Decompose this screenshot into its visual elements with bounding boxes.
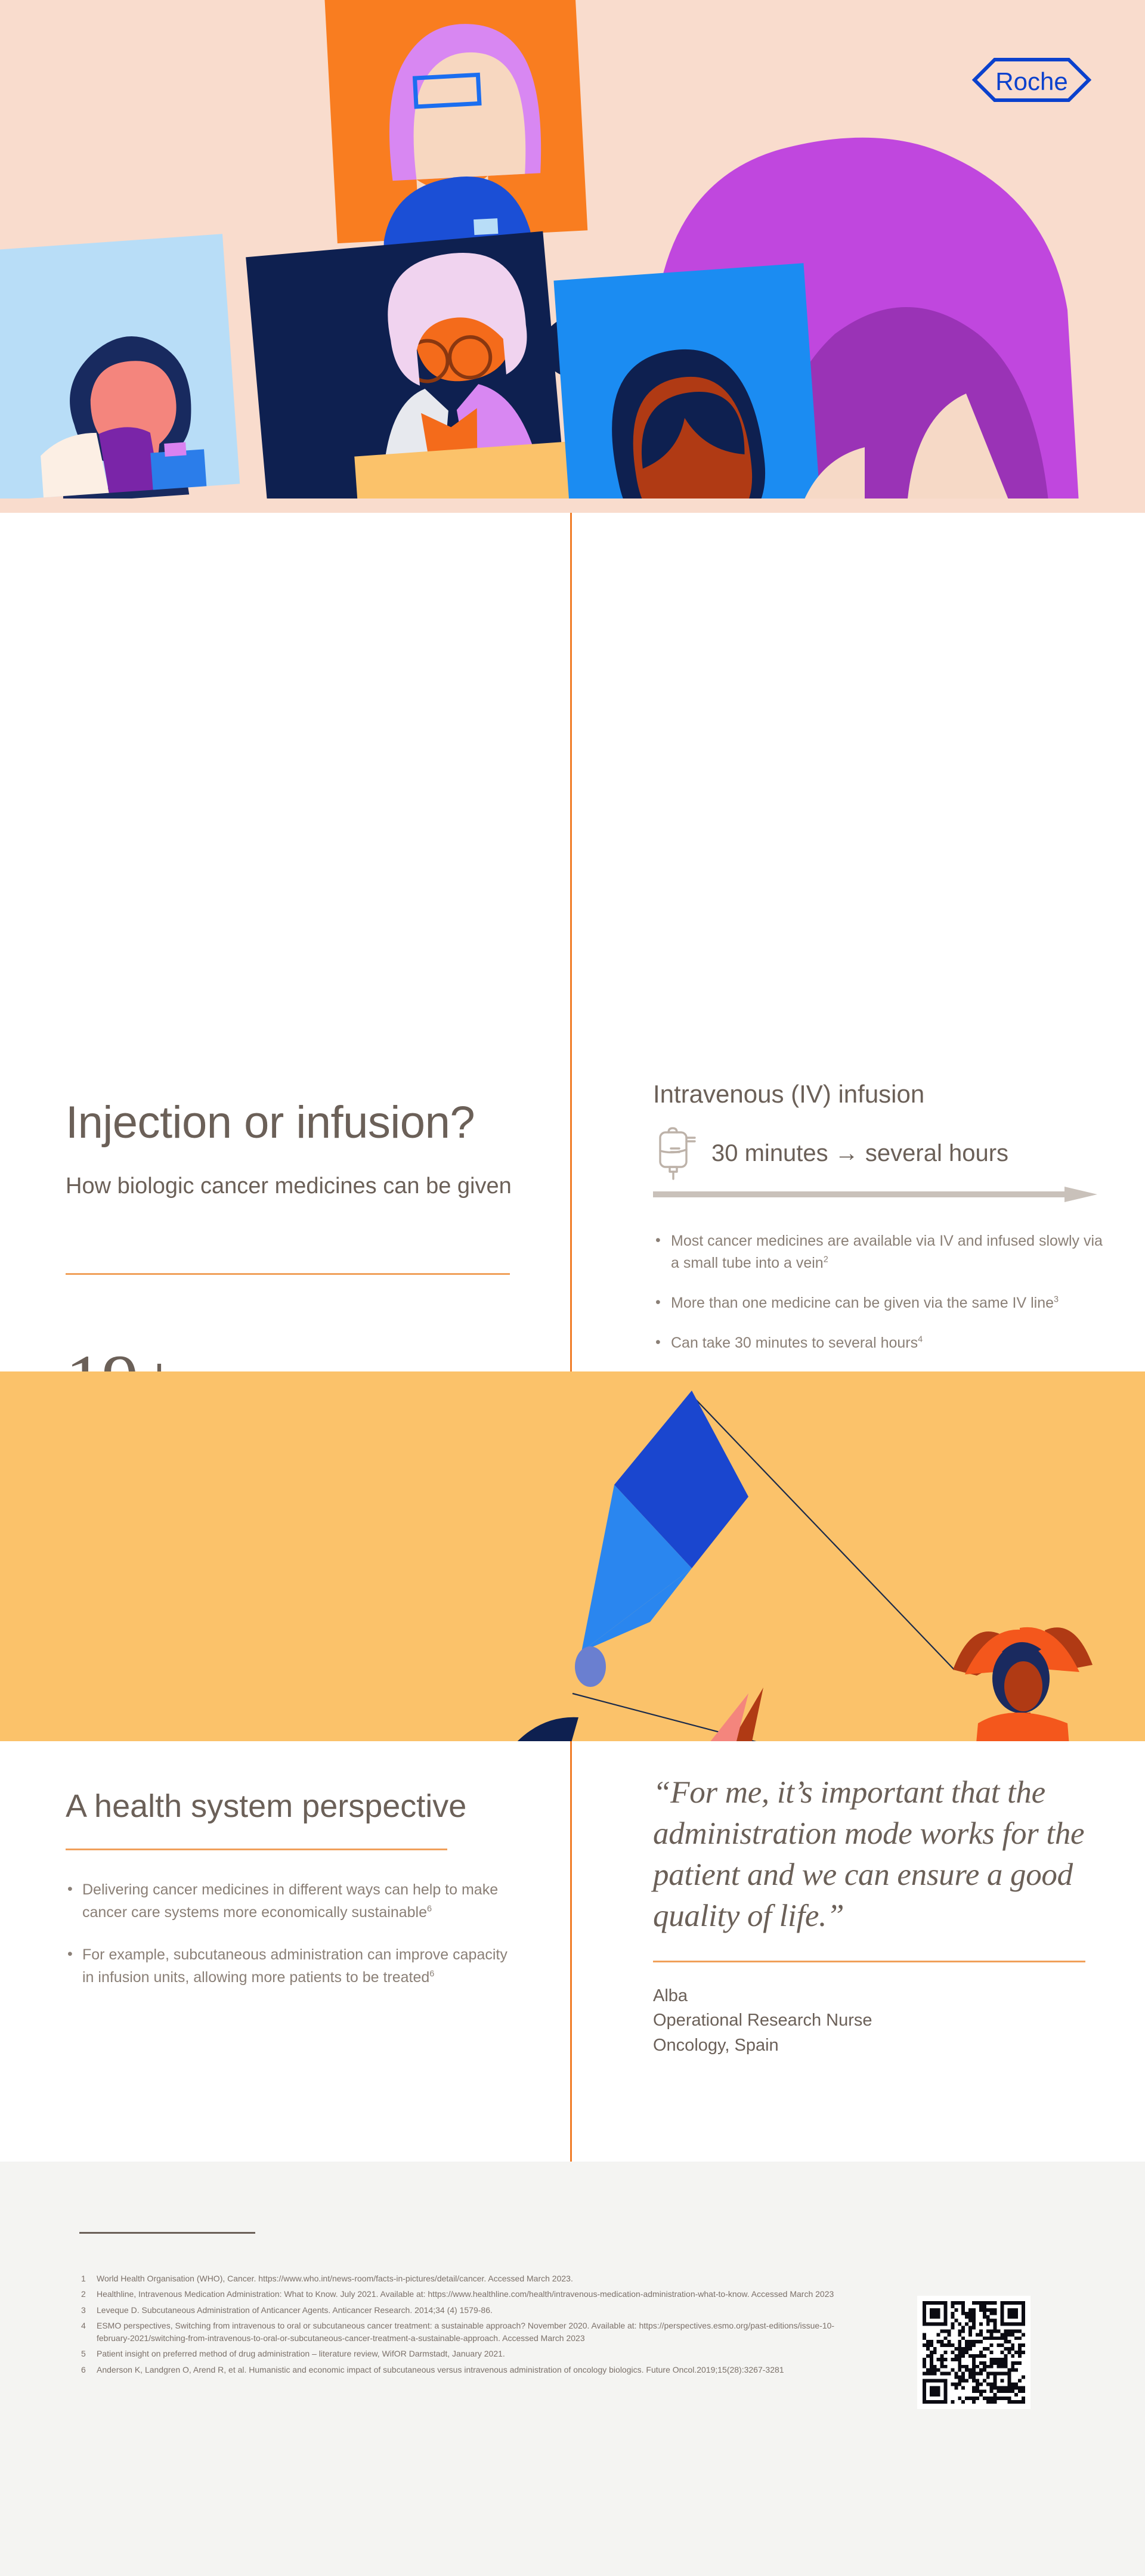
bottom-content xyxy=(0,1741,1145,2162)
list-item xyxy=(66,1944,519,1989)
reference-number: 1 xyxy=(81,2274,86,2283)
qr-code[interactable] xyxy=(917,2296,1030,2409)
references-list xyxy=(81,2272,856,2379)
bullet-text: Delivering cancer medicines in different ways can help to make cancer care systems more economically sustainable xyxy=(82,1881,499,1921)
bullet-text: Most cancer medicines are available via IV and infused slowly via a small tube into a vein xyxy=(671,1233,1103,1272)
kite-illustration-band xyxy=(0,1371,1145,1741)
bullet-text: More than one medicine can be given via the same IV line xyxy=(671,1295,1054,1312)
list-item xyxy=(653,1292,1106,1314)
reference-number: 4 xyxy=(81,2320,86,2330)
bullet-ref: 6 xyxy=(429,1969,435,1979)
bullet-text: Can take 30 minutes to several hours xyxy=(671,1335,918,1352)
health-system-heading: A health system perspective xyxy=(66,1788,467,1824)
bullet-ref: 6 xyxy=(427,1904,432,1914)
reference-text: Patient insight on preferred method of drug administration – literature review, WifOR Darmstadt, January 2021. xyxy=(97,2349,505,2359)
reference-number: 2 xyxy=(81,2289,86,2299)
quote-divider xyxy=(653,1961,1085,1962)
reference-item xyxy=(81,2320,856,2345)
iv-duration-arrow-icon xyxy=(653,1187,1097,1202)
list-item xyxy=(653,1230,1106,1274)
bullet-text: For example, subcutaneous administration can improve capacity in infusion units, allowing more patients to be treated xyxy=(82,1946,507,1986)
column-divider-bottom xyxy=(570,1741,572,2162)
roche-logo-text: Roche xyxy=(995,67,1068,95)
quote-text: “For me, it’s important that the administration mode works for the patient and we can ensure a good quality of life.” xyxy=(653,1775,1085,1933)
main-content xyxy=(0,513,1145,1371)
page-subtitle: How biologic cancer medicines can be given xyxy=(66,1174,512,1199)
health-system-divider xyxy=(66,1849,447,1850)
reference-item xyxy=(81,2288,856,2301)
iv-bag-icon xyxy=(653,1125,708,1182)
quote-author-location: Oncology, Spain xyxy=(653,2036,779,2055)
quote-author-name: Alba xyxy=(653,1986,688,2005)
reference-number: 6 xyxy=(81,2364,86,2374)
quote-attribution xyxy=(653,1984,1106,2058)
page-title: Injection or infusion? xyxy=(66,1097,475,1148)
reference-number: 5 xyxy=(81,2349,86,2359)
hero-banner xyxy=(0,0,1145,513)
reference-text: World Health Organisation (WHO), Cancer. https://www.who.int/news-room/facts-in-pictures/detail/cancer. Accessed March 2023. xyxy=(97,2274,573,2283)
health-system-bullet-list xyxy=(66,1879,519,1989)
references-divider xyxy=(79,2232,255,2234)
iv-duration-row xyxy=(653,1125,1106,1182)
list-item xyxy=(66,1879,519,1924)
reference-item xyxy=(81,2348,856,2360)
reference-text: Anderson K, Landgren O, Arend R, et al. Humanistic and economic impact of subcutaneous versus intravenous administration of oncology biologics. Future Oncol.2019;15(28):3267-3281 xyxy=(97,2364,784,2374)
kite-illustration xyxy=(0,1371,1145,1741)
reference-number: 3 xyxy=(81,2305,86,2315)
reference-text: Healthline, Intravenous Medication Administration: What to Know. July 2021. Available at: https://www.healthline.com/health/intravenous-medication-administration-what-to-know. Accessed March 2023 xyxy=(97,2289,834,2299)
bullet-ref: 2 xyxy=(823,1255,828,1265)
reference-text: Leveque D. Subcutaneous Administration of Anticancer Agents. Anticancer Research. 2014;34 (4) 1579-86. xyxy=(97,2305,493,2315)
reference-text: ESMO perspectives, Switching from intravenous to oral or subcutaneous cancer treatment: a sustainable approach? November 2020. Available at: https://perspectives.esmo.org/past-editions/issue-10-february-2021/switching-from-intravenous-to-oral-or-subcutaneous-cancer-treatment-a-sustainable-approach. Accessed March 2023 xyxy=(97,2320,835,2343)
iv-bullet-list xyxy=(653,1230,1106,1394)
reference-item xyxy=(81,2272,856,2285)
quote-block xyxy=(653,1772,1106,2058)
list-item xyxy=(653,1332,1106,1354)
quote-author-role: Operational Research Nurse xyxy=(653,2011,872,2030)
column-divider xyxy=(570,513,572,1371)
health-system-block xyxy=(66,1788,519,2009)
bullet-ref: 4 xyxy=(918,1335,923,1345)
reference-item xyxy=(81,2304,856,2317)
iv-heading: Intravenous (IV) infusion xyxy=(653,1080,925,1108)
qr-code-image[interactable] xyxy=(923,2301,1025,2404)
roche-logo xyxy=(972,57,1091,103)
reference-item xyxy=(81,2364,856,2376)
section-divider xyxy=(66,1273,510,1275)
bullet-ref: 3 xyxy=(1054,1295,1059,1305)
iv-duration-text: 30 minutes → several hours xyxy=(711,1140,1009,1166)
